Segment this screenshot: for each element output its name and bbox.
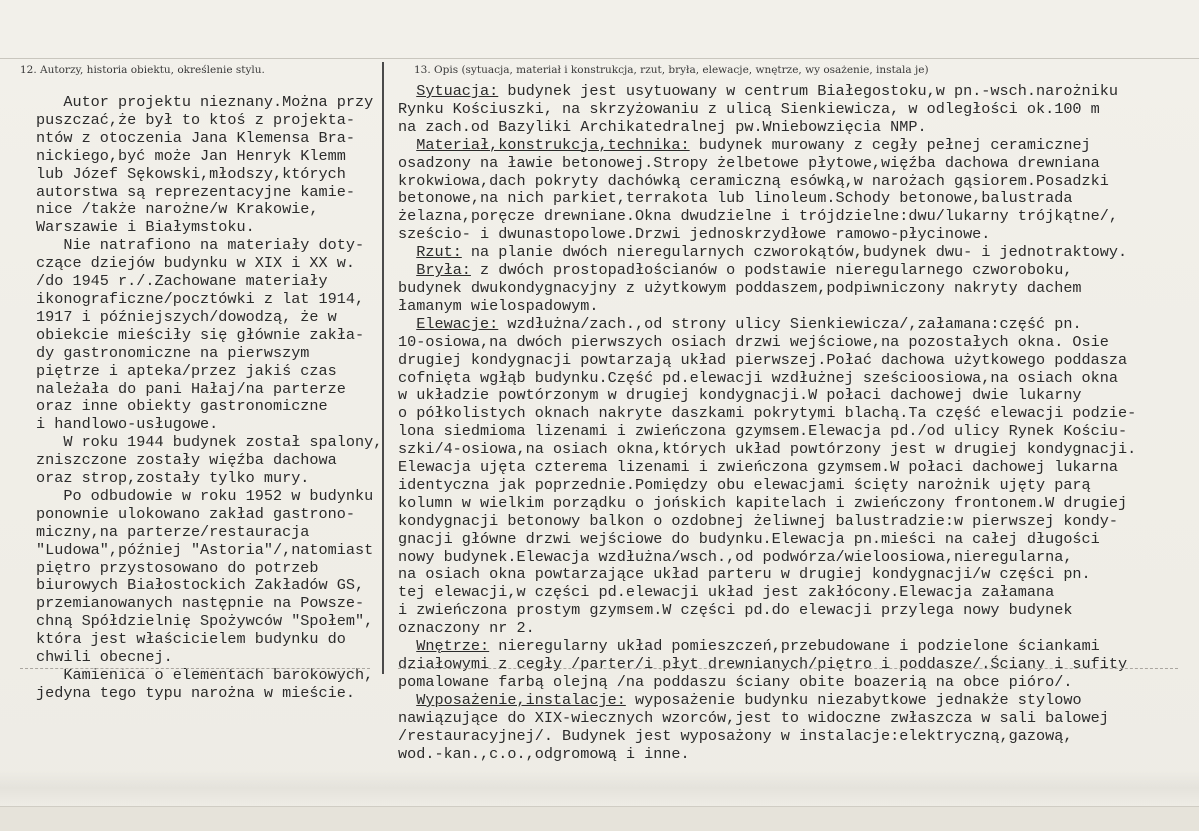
description-line: sześcio- i dwunastopolowe.Drzwi jednoskrzydłowe ramowo-płycinowe.: [398, 225, 991, 244]
history-line: lub Józef Sękowski,młodszy,których: [36, 164, 346, 183]
description-text: [398, 83, 1136, 763]
history-line: oraz inne obiekty gastronomiczne: [36, 397, 328, 416]
description-line: o półkolistych oknach nakryte daszkami pokrytymi blachą.Ta część elewacji podzie-: [398, 404, 1137, 423]
description-line: działowymi z cegły /parter/i płyt drewnianych/piętro i poddasze/.Ściany i sufity: [398, 655, 1128, 673]
description-line: łamanym wielospadowym.: [398, 296, 599, 315]
description-line: Rzut: na planie dwóch nieregularnych czworokątów,budynek dwu- i jednotraktowy.: [416, 243, 1128, 262]
history-line: piętrze i apteka/przez jakiś czas: [36, 361, 337, 380]
history-line: biurowych Białostockich Zakładów GS,: [36, 576, 365, 595]
faded-stamp-strip: [0, 770, 1199, 806]
history-line: ntów z otoczenia Jana Klemensa Bra-: [36, 128, 355, 147]
description-line: Rynku Kościuszki, na skrzyżowaniu z ulicą Sienkiewicza, w odległości ok.100 m: [398, 99, 1100, 118]
section-label: Materiał,konstrukcja,technika:: [416, 135, 690, 154]
history-line: przemianowanych następnie na Powsze-: [36, 594, 365, 613]
section-label: Wnętrze:: [416, 637, 490, 656]
history-line: /do 1945 r./.Zachowane materiały: [36, 272, 328, 291]
description-line: Wyposażenie,instalacje: wyposażenie budynku niezabytkowe jednakże stylowo: [416, 690, 1082, 709]
signature-line-right: [398, 668, 1178, 670]
description-line: krokwiowa,dach pokryty dachówką ceramiczną esówką,w narożach gąsiorem.Posadzki: [398, 171, 1109, 190]
history-line: Po odbudowie w roku 1952 w budynku: [36, 486, 374, 505]
card-top-edge: [0, 0, 1199, 59]
description-line: i zwieńczona prostym gzymsem.W części pd.do elewacji przylega nowy budynek: [398, 601, 1073, 620]
description-line: identyczna jak poprzednie.Pomiędzy obu elewacjami ścięty narożnik ujęty parą: [398, 475, 1091, 494]
description-line: osadzony na ławie betonowej.Stropy żelbetowe płytowe,więźba dachowa drewniana: [398, 153, 1100, 172]
history-line: obiekcie mieściły się głównie zakła-: [36, 325, 365, 344]
description-line: na osiach okna powtarzające układ parteru w drugiej kondygnacji/w części pn.: [398, 565, 1091, 584]
section-label: Sytuacja:: [416, 82, 499, 100]
history-line: nice /także narożne/w Krakowie,: [36, 200, 319, 219]
history-line: dy gastronomiczne na pierwszym: [36, 343, 310, 362]
description-line: kondygnacji betonowy balkon o ozdobnej żeliwnej balustradzie:w pierwszej kondy-: [398, 511, 1119, 530]
description-line: cofnięta wgłąb budynku.Część pd.elewacji wzdłużnej sześcioosiowa,na osiach okna: [398, 368, 1119, 387]
section-label: Wyposażenie,instalacje:: [416, 690, 626, 709]
history-text: [36, 94, 382, 703]
history-line: miczny,na parterze/restauracja: [36, 522, 310, 541]
history-line: ikonograficzne/pocztówki z lat 1914,: [36, 289, 365, 308]
description-line: oznaczony nr 2.: [398, 619, 535, 638]
description-line: tej elewacji,w części pd.elewacji układ jest zakłócony.Elewacja załamana: [398, 583, 1055, 602]
history-line: nickiego,być może Jan Henryk Klemm: [36, 146, 346, 165]
description-line: drugiej kondygnacji powtarzają układ pierwszej.Połać dachowa użytkowego poddasza: [398, 350, 1128, 369]
history-line: czące dziejów budynku w XIX i XX w.: [36, 254, 355, 273]
signature-line-left: [20, 668, 370, 670]
history-line: "Ludowa",później "Astoria"/,natomiast: [36, 540, 374, 559]
description-line: /restauracyjnej/. Budynek jest wyposażony w instalacje:elektryczną,gazową,: [398, 726, 1073, 745]
description-line: Elewacja ujęta czterema lizenami i zwieńczona gzymsem.W połaci dachowej lukarna: [398, 458, 1119, 477]
description-line: Bryła: z dwóch prostopadłościanów o podstawie nieregularnego czworoboku,: [416, 261, 1073, 280]
history-line: 1917 i późniejszych/dowodzą, że w: [36, 307, 337, 326]
card-bottom-edge: [0, 806, 1199, 831]
description-line: gnacji główne drzwi wejściowe do budynku.Elewacja pn.mieści na całej długości: [398, 529, 1100, 548]
history-line: oraz strop,zostały tylko mury.: [36, 469, 310, 488]
section-label: Rzut:: [416, 243, 462, 262]
history-line: ponownie ulokowano zakład gastrono-: [36, 504, 355, 523]
history-line: Kamienica o elementach barokowych,: [36, 666, 374, 684]
history-line: Warszawie i Białymstoku.: [36, 218, 255, 237]
history-line: która jest właścicielem budynku do: [36, 630, 346, 649]
history-line: jedyna tego typu narożna w mieście.: [36, 683, 355, 702]
history-line: zniszczone zostały więźba dachowa: [36, 451, 337, 470]
history-line: puszczać,że był to ktoś z projekta-: [36, 110, 355, 129]
description-line: na zach.od Bazyliki Archikatedralnej pw.Wniebowzięcia NMP.: [398, 117, 927, 136]
description-line: lona siedmioma lizenami i zwieńczona gzymsem.Elewacja pd./od ulicy Rynek Kościu-: [398, 422, 1128, 441]
history-line: chwili obecnej.: [36, 648, 173, 667]
description-line: nowy budynek.Elewacja wzdłużna/wsch.,od podwórza/wieloosiowa,nieregularna,: [398, 547, 1073, 566]
description-line: betonowe,na nich parkiet,terrakota lub linoleum.Schody betonowe,balustrada: [398, 189, 1073, 208]
history-line: autorstwa są reprezentacyjne kamie-: [36, 182, 355, 201]
section-label: Elewacje:: [416, 314, 499, 333]
history-line: i handlowo-usługowe.: [36, 415, 219, 434]
description-line: Materiał,konstrukcja,technika: budynek murowany z cegły pełnej ceramicznej: [416, 135, 1091, 154]
history-line: chną Spółdzielnię Spożywców "Społem",: [36, 612, 374, 631]
history-line: W roku 1944 budynek został spalony,: [36, 433, 383, 452]
description-line: nawiązujące do XIX-wiecznych wzorców,jest to widoczne zwłaszcza w sali balowej: [398, 708, 1109, 727]
description-line: w układzie powtórzonym w drugiej kondygnacji.W połaci dachowej dwie lukarny: [398, 386, 1082, 405]
history-line: piętro przystosowano do potrzeb: [36, 558, 319, 577]
history-line: należała do pani Hałaj/na parterze: [36, 379, 346, 398]
description-line: szki/4-osiowa,na osiach okna,których układ powtórzony jest w drugiej kondygnacji.: [398, 440, 1137, 459]
description-line: żelazna,poręcze drewniane.Okna dwudzielne i trójdzielne:dwu/lukarny trójkątne/,: [398, 207, 1119, 226]
section-label: Bryła:: [416, 261, 471, 280]
description-line: Wnętrze: nieregularny układ pomieszczeń,przebudowane i podzielone ściankami: [416, 637, 1100, 656]
section-12-header: 12. Autorzy, historia obiektu, określenie stylu.: [20, 64, 265, 76]
description-line: pomalowane farbą olejną /na poddaszu ściany obite boazerią na obce pióro/.: [398, 672, 1073, 691]
history-line: Nie natrafiono na materiały doty-: [36, 236, 365, 255]
description-line: 10-osiowa,na dwóch pierwszych osiach drzwi wejściowe,na pozostałych okna. Osie: [398, 332, 1109, 351]
history-line: Autor projektu nieznany.Można przy: [36, 93, 374, 111]
description-line: Sytuacja: budynek jest usytuowany w centrum Białegostoku,w pn.-wsch.narożniku: [416, 82, 1119, 100]
description-line: budynek dwukondygnacyjny z użytkowym poddaszem,podpiwniczony nakryty dachem: [398, 278, 1082, 297]
description-line: kolumn w wielkim porządku o jońskich kapitelach i zwieńczony frontonem.W drugiej: [398, 493, 1128, 512]
description-line: wod.-kan.,c.o.,odgromową i inne.: [398, 744, 690, 763]
section-13-header: 13. Opis (sytuacja, materiał i konstrukcja, rzut, bryła, elewacje, wnętrze, wy osażenie, instala je): [414, 64, 929, 76]
description-line: Elewacje: wzdłużna/zach.,od strony ulicy Sienkiewicza/,załamana:część pn.: [416, 314, 1082, 333]
